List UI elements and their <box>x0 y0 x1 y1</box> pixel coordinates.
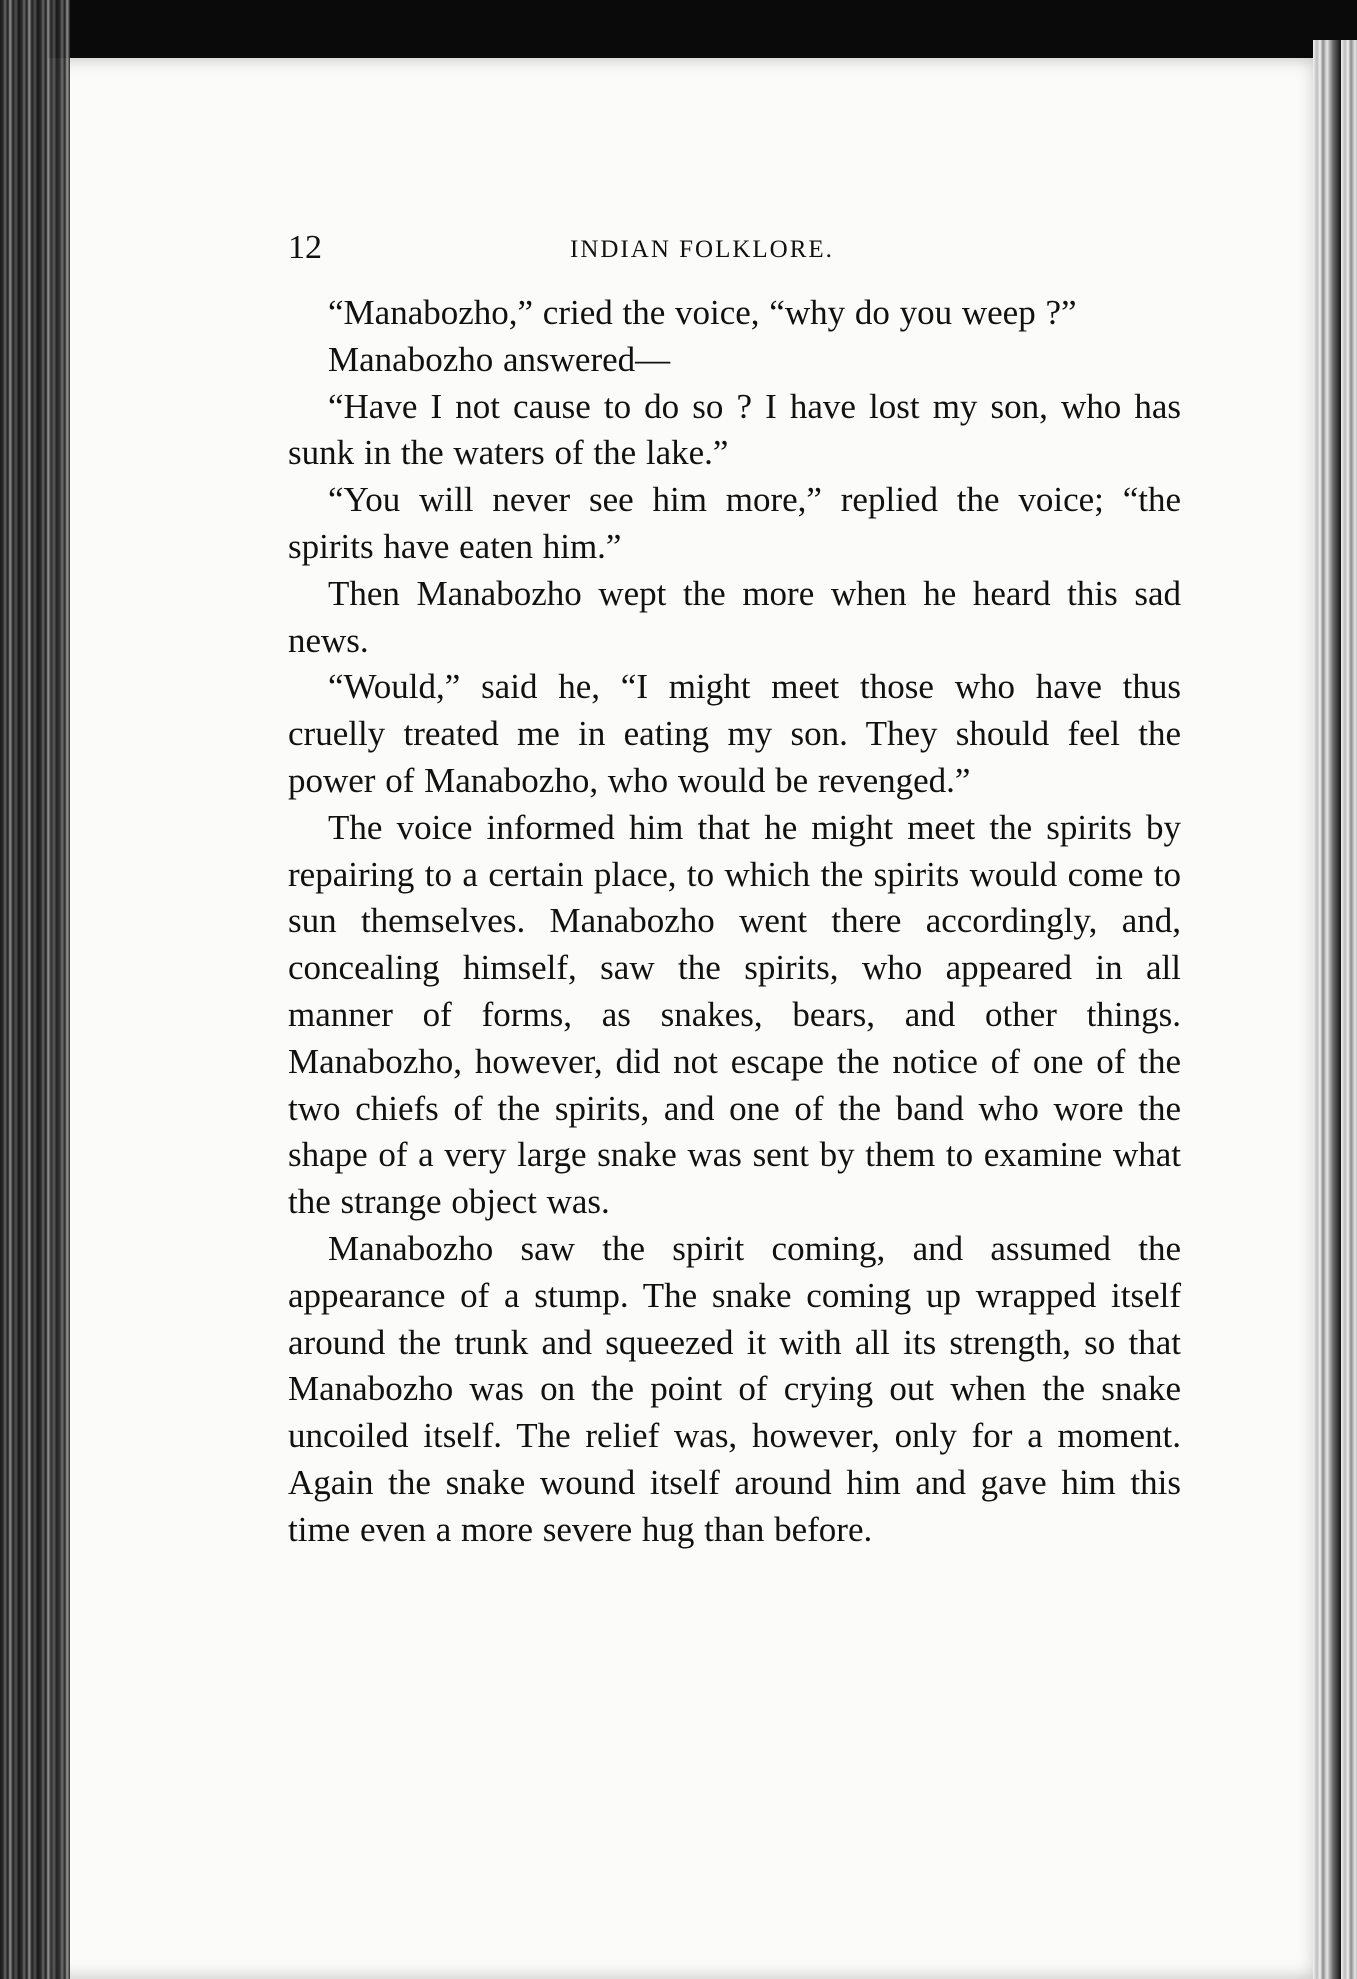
top-scan-border <box>0 0 1357 58</box>
paragraph: Manabozho answered— <box>328 339 671 379</box>
book-gutter <box>0 0 70 1979</box>
running-title: INDIAN FOLKLORE. <box>570 236 834 263</box>
paragraph: “Would,” said he, “I might meet those who have thus cruelly treated me in eating my son. They should feel the power of Manabozho, who would be revenged.” <box>288 667 1181 800</box>
page-text <box>288 228 1181 1554</box>
page-edges <box>1313 40 1357 1979</box>
paragraph: Manabozho saw the spirit coming, and assumed the appearance of a stump. The snake coming up wrapped itself around the trunk and squeezed it with all its strength, so that Manabozho was on the point of crying out when the snake uncoiled itself. The relief was, however, only for a moment. Again the snake wound itself around him and gave him this time even a more severe hug than before. <box>288 1228 1181 1549</box>
paragraph: “You will never see him more,” replied the voice; “the spirits have eaten him.” <box>288 480 1181 566</box>
page-number: 12 <box>288 229 322 266</box>
paragraph: The voice informed him that he might meet the spirits by repairing to a certain place, to which the spirits would come to sun themselves. Manabozho went there accordingly, and, concealing himself, saw the spirits, who appeared in all manner of forms, as snakes, bears, and other things. Manabozho, however, did not escape the notice of one of the two chiefs of the spirits, and one of the band who wore the shape of a very large snake was sent by them to examine what the strange object was. <box>288 807 1181 1222</box>
running-head <box>288 228 1181 268</box>
paragraph: Then Manabozho wept the more when he heard this sad news. <box>288 573 1181 660</box>
paragraph: “Manabozho,” cried the voice, “why do you weep ?” <box>328 293 1077 332</box>
paragraph: “Have I not cause to do so ? I have lost my son, who has sunk in the waters of the lake.” <box>288 386 1181 473</box>
